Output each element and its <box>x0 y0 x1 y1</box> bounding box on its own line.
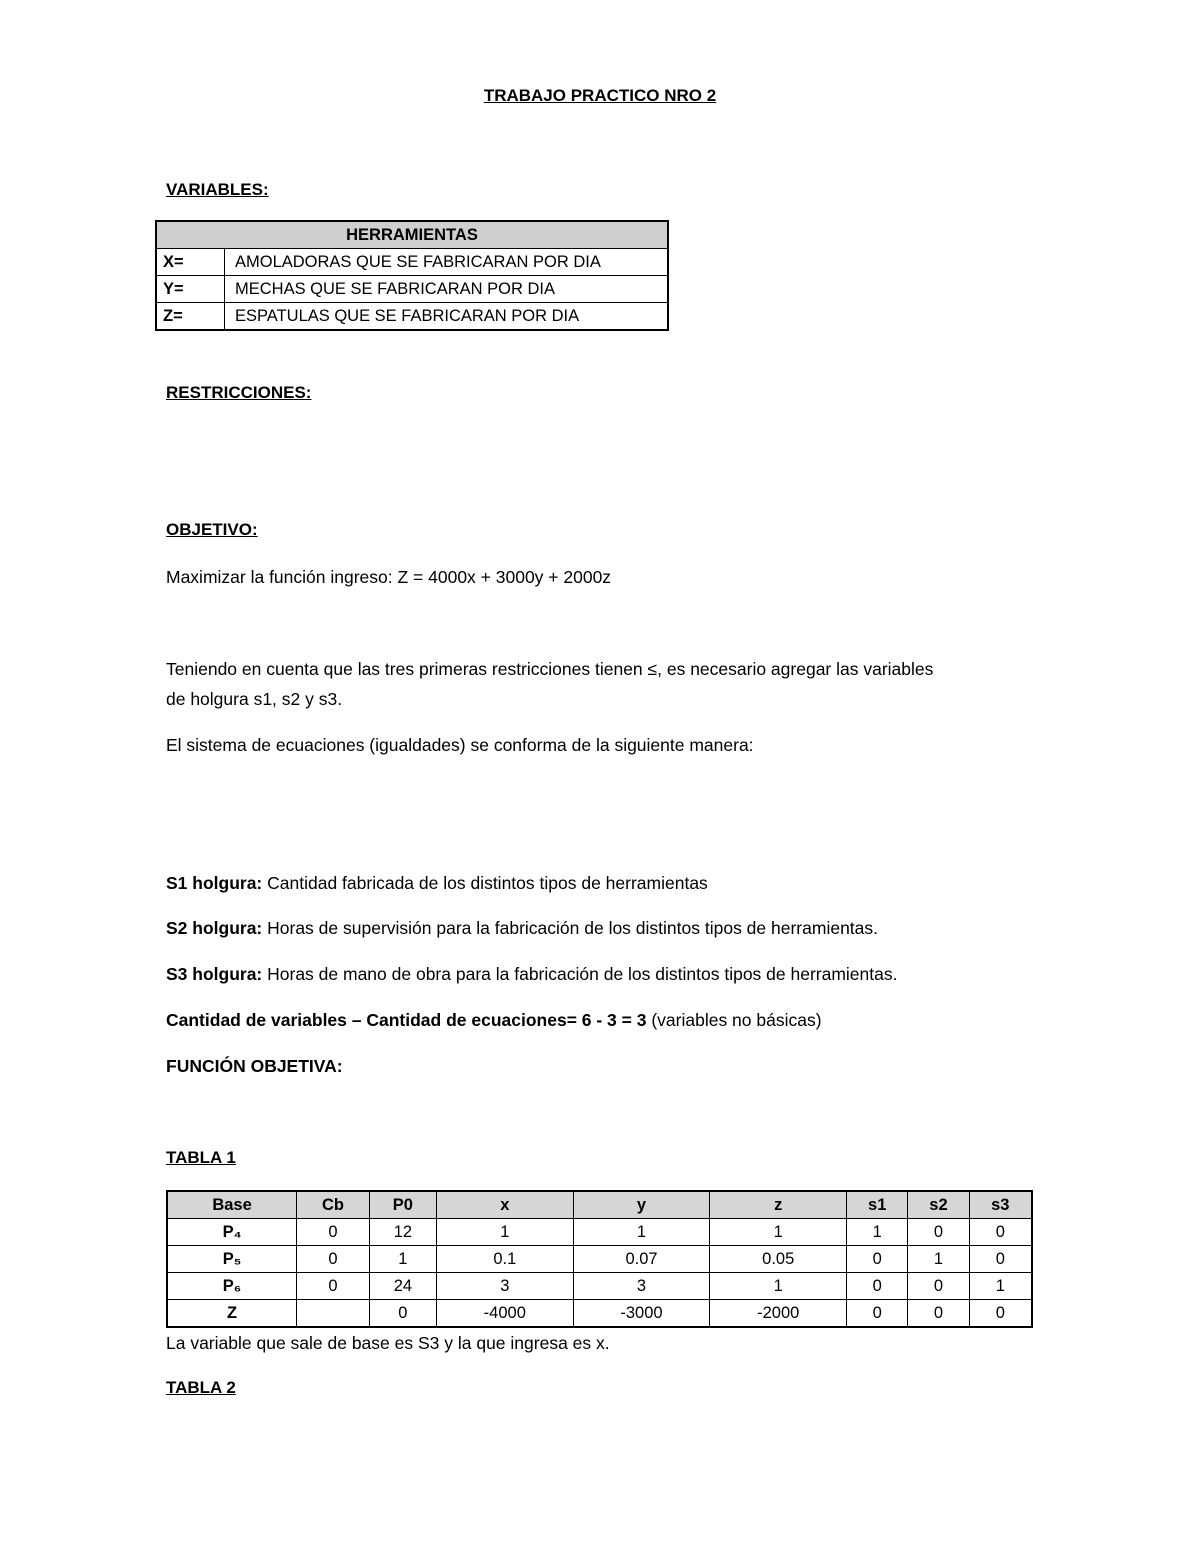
tabla1-table <box>166 1190 1033 1328</box>
table-cell: 1 <box>847 1219 908 1246</box>
table-cell: 0 <box>847 1246 908 1273</box>
table-row <box>167 1219 1032 1246</box>
col-header: Base <box>167 1191 297 1219</box>
table-cell: 0 <box>969 1219 1032 1246</box>
table-cell: 0.07 <box>573 1246 710 1273</box>
page-title: TRABAJO PRACTICO NRO 2 <box>483 86 717 105</box>
holgura-intro-line2: de holgura s1, s2 y s3. <box>166 689 343 709</box>
col-header: Cb <box>297 1191 370 1219</box>
cantidad-normal: (variables no básicas) <box>646 1010 822 1030</box>
variables-table <box>155 220 669 331</box>
table-row <box>156 249 668 276</box>
table-row <box>167 1273 1032 1300</box>
table-cell: 3 <box>573 1273 710 1300</box>
tabla1-note: La variable que sale de base es S3 y la que ingresa es x. <box>166 1333 610 1353</box>
table-cell: 0 <box>297 1273 370 1300</box>
objetivo-text: Maximizar la función ingreso: Z = 4000x + 3000y + 2000z <box>166 567 612 587</box>
table-cell: 0 <box>969 1300 1032 1328</box>
variables-heading: VARIABLES: <box>166 180 269 199</box>
table-cell: 12 <box>369 1219 436 1246</box>
table-cell: 0.1 <box>436 1246 573 1273</box>
col-header: P0 <box>369 1191 436 1219</box>
holgura-label: S1 holgura: <box>166 873 263 893</box>
holgura-s2 <box>166 913 878 943</box>
table-cell: P₄ <box>167 1219 297 1246</box>
holgura-intro-line1: Teniendo en cuenta que las tres primeras restricciones tienen ≤, es necesario agregar las variables <box>166 659 934 679</box>
table-cell: 0 <box>908 1300 969 1328</box>
table-cell: 1 <box>908 1246 969 1273</box>
cantidad-bold: Cantidad de variables – Cantidad de ecuaciones= 6 - 3 = 3 <box>166 1010 647 1030</box>
table-cell: -3000 <box>573 1300 710 1328</box>
holgura-desc: Horas de supervisión para la fabricación de los distintos tipos de herramientas. <box>262 918 879 938</box>
holgura-desc: Horas de mano de obra para la fabricación de los distintos tipos de herramientas. <box>262 964 898 984</box>
sistema-text: El sistema de ecuaciones (igualdades) se conforma de la siguiente manera: <box>166 735 754 755</box>
table-cell: 0 <box>297 1219 370 1246</box>
table-cell: 1 <box>710 1219 847 1246</box>
table-cell: 0 <box>969 1246 1032 1273</box>
holgura-desc: Cantidad fabricada de los distintos tipos de herramientas <box>262 873 708 893</box>
tabla1-header-row <box>167 1191 1032 1219</box>
table-cell: P₅ <box>167 1246 297 1273</box>
variable-description: ESPATULAS QUE SE FABRICARAN POR DIA <box>225 303 669 331</box>
table-cell: 1 <box>710 1273 847 1300</box>
tabla1-heading: TABLA 1 <box>166 1148 236 1167</box>
variable-key: Z= <box>156 303 225 331</box>
variable-description: MECHAS QUE SE FABRICARAN POR DIA <box>225 276 669 303</box>
table-cell: 0 <box>369 1300 436 1328</box>
table-cell: 0 <box>908 1273 969 1300</box>
holgura-s1 <box>166 868 708 898</box>
cantidad-line <box>166 1005 822 1035</box>
table-cell: Z <box>167 1300 297 1328</box>
restricciones-heading: RESTRICCIONES: <box>166 383 312 402</box>
table-cell: 1 <box>573 1219 710 1246</box>
objetivo-heading: OBJETIVO: <box>166 520 258 539</box>
col-header: s1 <box>847 1191 908 1219</box>
variable-key: Y= <box>156 276 225 303</box>
col-header: z <box>710 1191 847 1219</box>
table-cell: 0 <box>847 1300 908 1328</box>
tabla2-heading: TABLA 2 <box>166 1378 236 1397</box>
table-cell <box>297 1300 370 1328</box>
col-header: s3 <box>969 1191 1032 1219</box>
table-row <box>167 1300 1032 1328</box>
table-cell: P₆ <box>167 1273 297 1300</box>
holgura-label: S2 holgura: <box>166 918 263 938</box>
table-row <box>156 303 668 331</box>
col-header: x <box>436 1191 573 1219</box>
table-cell: 0.05 <box>710 1246 847 1273</box>
table-cell: 24 <box>369 1273 436 1300</box>
variable-description: AMOLADORAS QUE SE FABRICARAN POR DIA <box>225 249 669 276</box>
funcion-objetiva-heading: FUNCIÓN OBJETIVA: <box>166 1056 343 1076</box>
table-row <box>167 1246 1032 1273</box>
table-cell: 0 <box>908 1219 969 1246</box>
table-cell: -4000 <box>436 1300 573 1328</box>
table-cell: 1 <box>969 1273 1032 1300</box>
table-cell: 0 <box>297 1246 370 1273</box>
table-row <box>156 276 668 303</box>
col-header: y <box>573 1191 710 1219</box>
table-cell: 0 <box>847 1273 908 1300</box>
table-cell: 1 <box>436 1219 573 1246</box>
holgura-s3 <box>166 959 897 989</box>
variable-key: X= <box>156 249 225 276</box>
table-cell: 3 <box>436 1273 573 1300</box>
variables-table-header: HERRAMIENTAS <box>156 221 668 249</box>
table-cell: 1 <box>369 1246 436 1273</box>
col-header: s2 <box>908 1191 969 1219</box>
table-cell: -2000 <box>710 1300 847 1328</box>
holgura-label: S3 holgura: <box>166 964 263 984</box>
